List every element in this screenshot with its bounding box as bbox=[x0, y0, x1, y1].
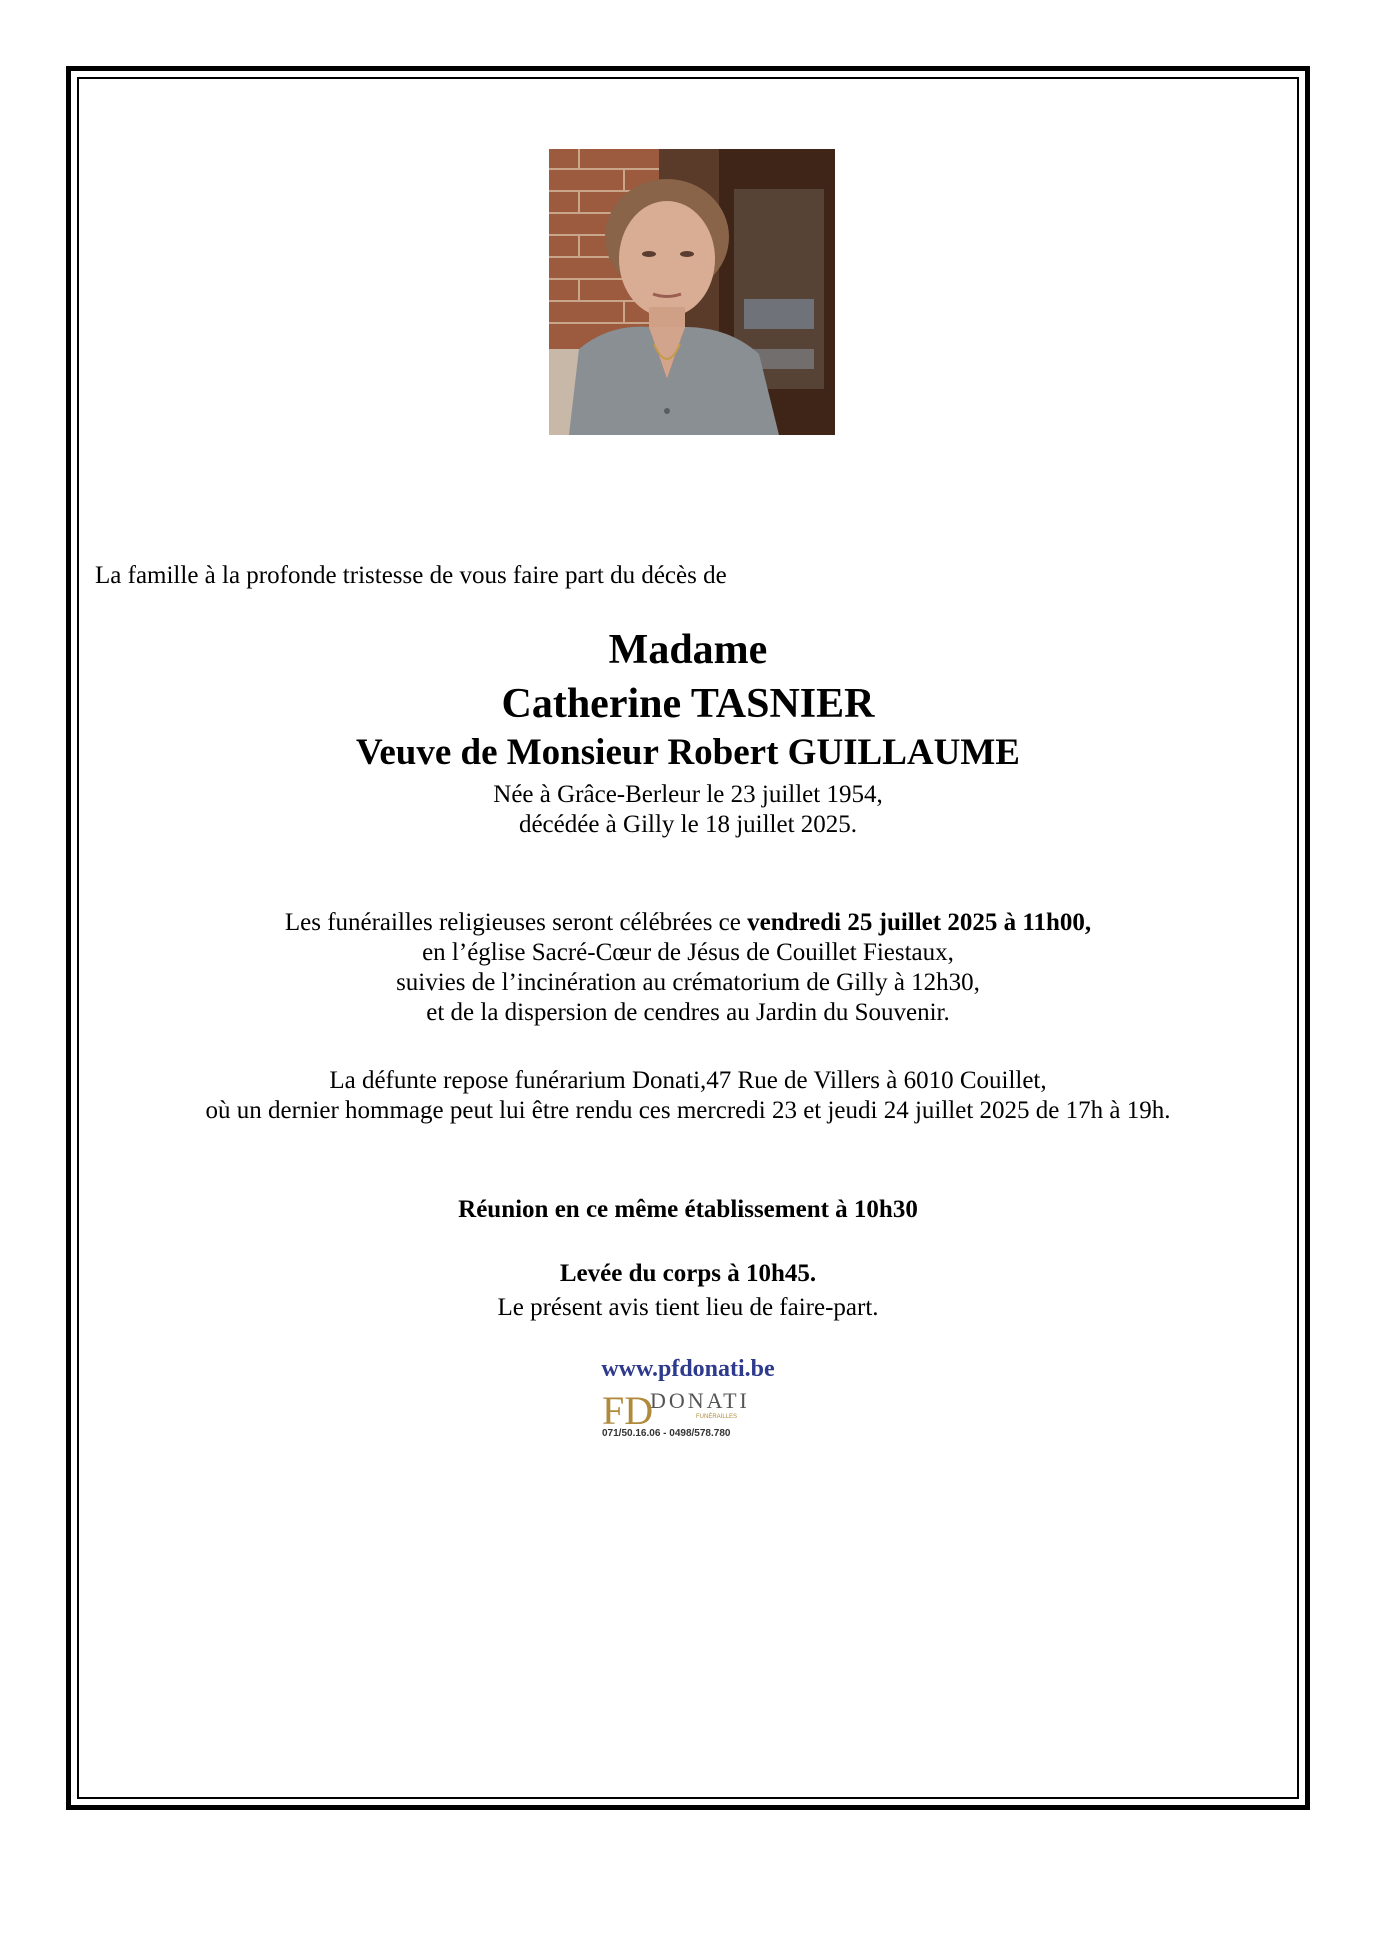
deceased-name: Catherine TASNIER bbox=[501, 681, 875, 727]
funeral-line-3: suivies de l’incinération au crématorium de Gilly à 12h30, bbox=[396, 969, 980, 996]
funeral-line-2: en l’église Sacré-Cœur de Jésus de Couillet Fiestaux, bbox=[422, 939, 954, 966]
repose-line-1: La défunte repose funérarium Donati,47 Rue de Villers à 6010 Couillet, bbox=[329, 1067, 1047, 1094]
levee-text: Levée du corps à 10h45. bbox=[559, 1260, 817, 1287]
repose-block bbox=[78, 1066, 1298, 1126]
intro-text: La famille à la profonde tristesse de vous faire part du décès de bbox=[95, 562, 727, 589]
dates-block bbox=[78, 780, 1298, 840]
funeral-line-1 bbox=[78, 908, 1298, 938]
repose-line-2: où un dernier hommage peut lui être rendu ces mercredi 23 et jeudi 24 juillet 2025 de 17h à 19h. bbox=[205, 1097, 1171, 1124]
avis-text: Le présent avis tient lieu de faire-part. bbox=[497, 1294, 879, 1321]
logo-brand: DONATI bbox=[650, 1388, 750, 1413]
deceased-spouse: Veuve de Monsieur Robert GUILLAUME bbox=[356, 732, 1020, 773]
funeral-date: vendredi 25 juillet 2025 à 11h00, bbox=[747, 909, 1092, 936]
funeral-line-1-prefix: Les funérailles religieuses seront célébrées ce bbox=[284, 909, 748, 936]
funeral-line-4: et de la dispersion de cendres au Jardin du Souvenir. bbox=[426, 999, 950, 1026]
logo-monogram: FD bbox=[602, 1388, 654, 1433]
birth-line: Née à Grâce-Berleur le 23 juillet 1954, bbox=[493, 781, 883, 808]
reunion-text: Réunion en ce même établissement à 10h30 bbox=[458, 1196, 918, 1223]
donati-logo bbox=[598, 1384, 778, 1442]
website-link[interactable]: www.pfdonati.be bbox=[601, 1356, 775, 1382]
funeral-block bbox=[78, 908, 1298, 1028]
deceased-title: Madame bbox=[608, 627, 768, 673]
logo-phones: 071/50.16.06 - 0498/578.780 bbox=[602, 1428, 731, 1439]
logo-tagline: FUNÉRAILLES bbox=[696, 1414, 738, 1420]
portrait-photo bbox=[549, 149, 835, 435]
death-line: décédée à Gilly le 18 juillet 2025. bbox=[518, 811, 858, 838]
